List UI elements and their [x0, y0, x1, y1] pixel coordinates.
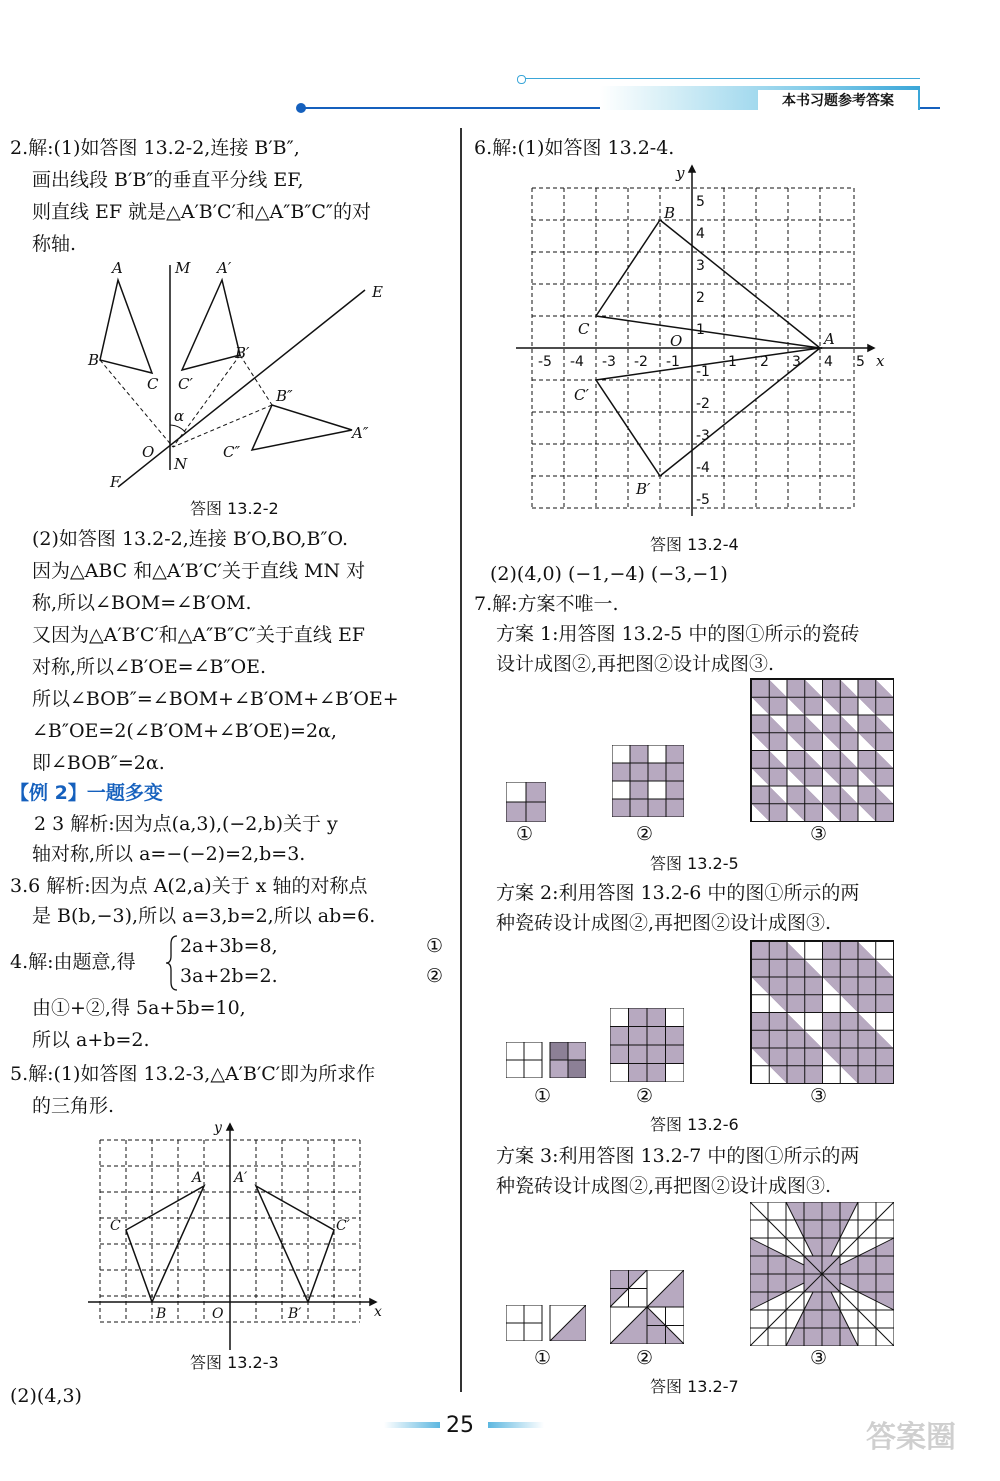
q5-line1: 5.解:(1)如答图 13.2-3,△A′B′C′即为所求作 — [10, 1063, 376, 1085]
q7-scheme3-line2: 种瓷砖设计成图②,再把图②设计成图③. — [496, 1175, 832, 1197]
header-label: 本书习题参考答案 — [758, 90, 918, 112]
label-a-13-2-4: A — [824, 330, 835, 348]
scheme3-tile-1 — [506, 1305, 586, 1341]
q4-eq1: 2a+3b=8, — [180, 935, 278, 957]
ytick-neg2: -2 — [696, 396, 710, 412]
q6-part2: (2)(4,0) (−1,−4) (−3,−1) — [490, 563, 728, 585]
scheme2-tile-3 — [750, 940, 894, 1084]
label-b-13-2-3: B — [156, 1306, 167, 1322]
label-n: N — [174, 455, 188, 473]
q3-line2: 是 B(b,−3),所以 a=3,b=2,所以 ab=6. — [32, 905, 376, 927]
scheme2-tile-1 — [506, 1042, 586, 1078]
label-x: x — [374, 1304, 382, 1320]
q4-eq2: 3a+2b=2. — [180, 965, 278, 987]
q4-mark2: ② — [426, 965, 444, 987]
scheme2-mark-2: ② — [636, 1085, 654, 1107]
q2-line4: 称轴. — [32, 233, 77, 255]
label-o-13-2-4: O — [670, 332, 683, 350]
ytick-neg4: -4 — [696, 460, 710, 476]
dashed-bo — [100, 360, 173, 447]
xtick-2: 2 — [760, 354, 769, 370]
scheme3-mark-1: ① — [534, 1347, 552, 1369]
figure-13-2-2 — [80, 255, 410, 495]
xtick-4: 4 — [824, 354, 833, 370]
label-o-13-2-3: O — [212, 1306, 224, 1322]
q7-scheme2-line2: 种瓷砖设计成图②,再把图②设计成图③. — [496, 912, 832, 934]
scheme1-tile-1 — [506, 782, 546, 822]
label-c-13-2-3: C — [110, 1218, 121, 1234]
angle-arc — [170, 425, 186, 433]
q2-part2-line3: 称,所以∠BOM=∠B′OM. — [32, 592, 252, 614]
header-line-top — [520, 78, 920, 79]
ytick-neg3: -3 — [696, 428, 710, 444]
label-b2: B″ — [276, 387, 293, 405]
label-m: M — [175, 259, 191, 277]
label-b1-13-2-3: B′ — [288, 1306, 302, 1322]
q4-lead: 4.解:由题意,得 — [10, 951, 136, 973]
xtick-neg1: -1 — [666, 354, 680, 370]
q2-part2-line2: 因为△ABC 和△A′B′C′关于直线 MN 对 — [32, 560, 366, 582]
figure-13-2-3 — [88, 1118, 398, 1350]
scheme2-tile-2 — [610, 1008, 684, 1082]
q23-line2: 轴对称,所以 a=−(−2)=2,b=3. — [32, 843, 306, 865]
ytick-neg5: -5 — [696, 492, 710, 508]
label-b-13-2-4: B — [664, 204, 676, 222]
label-a2: A″ — [352, 424, 369, 442]
label-c-13-2-4: C — [578, 320, 590, 338]
column-divider — [460, 128, 462, 1392]
xtick-5: 5 — [856, 354, 865, 370]
ytick-3: 3 — [696, 258, 705, 274]
q2-part2-line5: 对称,所以∠B′OE=∠B″OE. — [32, 656, 267, 678]
q7-scheme3-line1: 方案 3:利用答图 13.2-7 中的图①所示的两 — [496, 1145, 860, 1167]
footer-band-left — [384, 1422, 440, 1428]
figure-13-2-4 — [512, 160, 890, 520]
label-c2: C″ — [223, 443, 241, 461]
ytick-neg1: -1 — [696, 364, 710, 380]
label-b1: B′ — [235, 344, 250, 362]
q7-scheme2-line1: 方案 2:利用答图 13.2-6 中的图①所示的两 — [496, 882, 860, 904]
label-a1: A′ — [217, 259, 232, 277]
scheme1-mark-3: ③ — [810, 823, 828, 845]
scheme3-tile-2 — [610, 1270, 684, 1344]
q6-line1: 6.解:(1)如答图 13.2-4. — [474, 137, 675, 159]
ytick-5: 5 — [696, 194, 705, 210]
label-b1-13-2-4: B′ — [636, 480, 651, 498]
xtick-neg5: -5 — [538, 354, 552, 370]
xtick-neg4: -4 — [570, 354, 584, 370]
header-dot — [296, 103, 306, 113]
xtick-1: 1 — [728, 354, 737, 370]
label-alpha: α — [174, 407, 185, 425]
q5-part2: (2)(4,3) — [10, 1385, 82, 1407]
caption-13-2-6: 答图 13.2-6 — [650, 1115, 739, 1134]
q4-mark1: ① — [426, 935, 444, 957]
label-c: C — [147, 375, 159, 393]
ytick-4: 4 — [696, 226, 705, 242]
q2-part2-line8: 即∠BOB″=2α. — [32, 752, 165, 774]
xtick-neg3: -3 — [602, 354, 616, 370]
caption-13-2-7: 答图 13.2-7 — [650, 1377, 739, 1396]
xtick-3: 3 — [792, 354, 801, 370]
label-c1-13-2-4: C′ — [574, 386, 589, 404]
triangle-a1b1c1-13-2-3 — [256, 1186, 334, 1302]
label-a1-13-2-3: A′ — [234, 1170, 248, 1186]
q23-line1: 2 3 解析:因为点(a,3),(−2,b)关于 y — [34, 813, 338, 835]
scheme3-mark-2: ② — [636, 1347, 654, 1369]
q2-line3: 则直线 EF 就是△A′B′C′和△A″B″C″的对 — [32, 201, 372, 223]
label-a-13-2-3: A — [192, 1170, 203, 1186]
q2-part2-line6: 所以∠BOB″=∠BOM+∠B′OM+∠B′OE+ — [32, 688, 399, 710]
watermark: 答案圈 — [866, 1420, 956, 1455]
caption-13-2-4: 答图 13.2-4 — [650, 535, 739, 554]
triangle-abc — [100, 280, 152, 373]
triangle-a2b2c2 — [252, 405, 352, 450]
q7-line1: 7.解:方案不唯一. — [474, 593, 619, 615]
scheme1-mark-2: ② — [636, 823, 654, 845]
label-c1-13-2-3: C′ — [336, 1218, 350, 1234]
x-axis-arrow-13-2-4 — [868, 345, 874, 351]
scheme1-tile-3 — [750, 678, 894, 822]
label-y: y — [214, 1120, 222, 1136]
example-2-heading: 【例 2】一题多变 — [10, 782, 163, 804]
q2-part2-line4: 又因为△A′B′C′和△A″B″C″关于直线 EF — [32, 624, 365, 646]
q4-brace — [165, 934, 179, 992]
scheme3-mark-3: ③ — [810, 1347, 828, 1369]
q2-line1: 2.解:(1)如答图 13.2-2,连接 B′B″, — [10, 137, 300, 159]
dashed-b2o — [173, 405, 272, 447]
dashed-b1b2 — [240, 355, 272, 405]
q2-line2: 画出线段 B′B″的垂直平分线 EF, — [32, 169, 304, 191]
q4-line3: 由①+②,得 5a+5b=10, — [32, 997, 246, 1019]
label-o: O — [142, 443, 155, 461]
q7-scheme1-line1: 方案 1:用答图 13.2-5 中的图①所示的瓷砖 — [496, 623, 860, 645]
scheme1-tile-2 — [612, 745, 684, 817]
y-axis-arrow-13-2-4 — [689, 166, 695, 172]
y-axis-arrow — [227, 1124, 233, 1130]
q4-line4: 所以 a+b=2. — [32, 1029, 150, 1051]
caption-13-2-3: 答图 13.2-3 — [190, 1353, 279, 1372]
q5-line2: 的三角形. — [32, 1095, 115, 1117]
label-f: F — [110, 473, 121, 491]
caption-13-2-5: 答图 13.2-5 — [650, 854, 739, 873]
scheme1-mark-1: ① — [516, 823, 534, 845]
page-number: 25 — [446, 1413, 474, 1438]
ytick-1: 1 — [696, 322, 705, 338]
scheme2-mark-3: ③ — [810, 1085, 828, 1107]
q3-line1: 3.6 解析:因为点 A(2,a)关于 x 轴的对称点 — [10, 875, 368, 897]
label-x-13-2-4: x — [876, 352, 885, 370]
xtick-neg2: -2 — [634, 354, 648, 370]
label-c1: C′ — [178, 375, 193, 393]
footer-band-right — [488, 1422, 544, 1428]
label-a: A — [112, 259, 123, 277]
label-e: E — [372, 283, 383, 301]
ytick-2: 2 — [696, 290, 705, 306]
scheme2-mark-1: ① — [534, 1085, 552, 1107]
label-y-13-2-4: y — [676, 164, 685, 182]
label-b: B — [88, 351, 100, 369]
q2-part2-line1: (2)如答图 13.2-2,连接 B′O,BO,B″O. — [32, 528, 349, 550]
q7-scheme1-line2: 设计成图②,再把图②设计成图③. — [496, 653, 775, 675]
scheme3-tile-3 — [750, 1202, 894, 1346]
caption-13-2-2: 答图 13.2-2 — [190, 499, 279, 518]
header-dot-top — [517, 75, 526, 84]
triangle-a1b1c1 — [182, 280, 240, 370]
q2-part2-line7: ∠B″OE=2(∠B′OM+∠B′OE)=2α, — [32, 720, 337, 742]
